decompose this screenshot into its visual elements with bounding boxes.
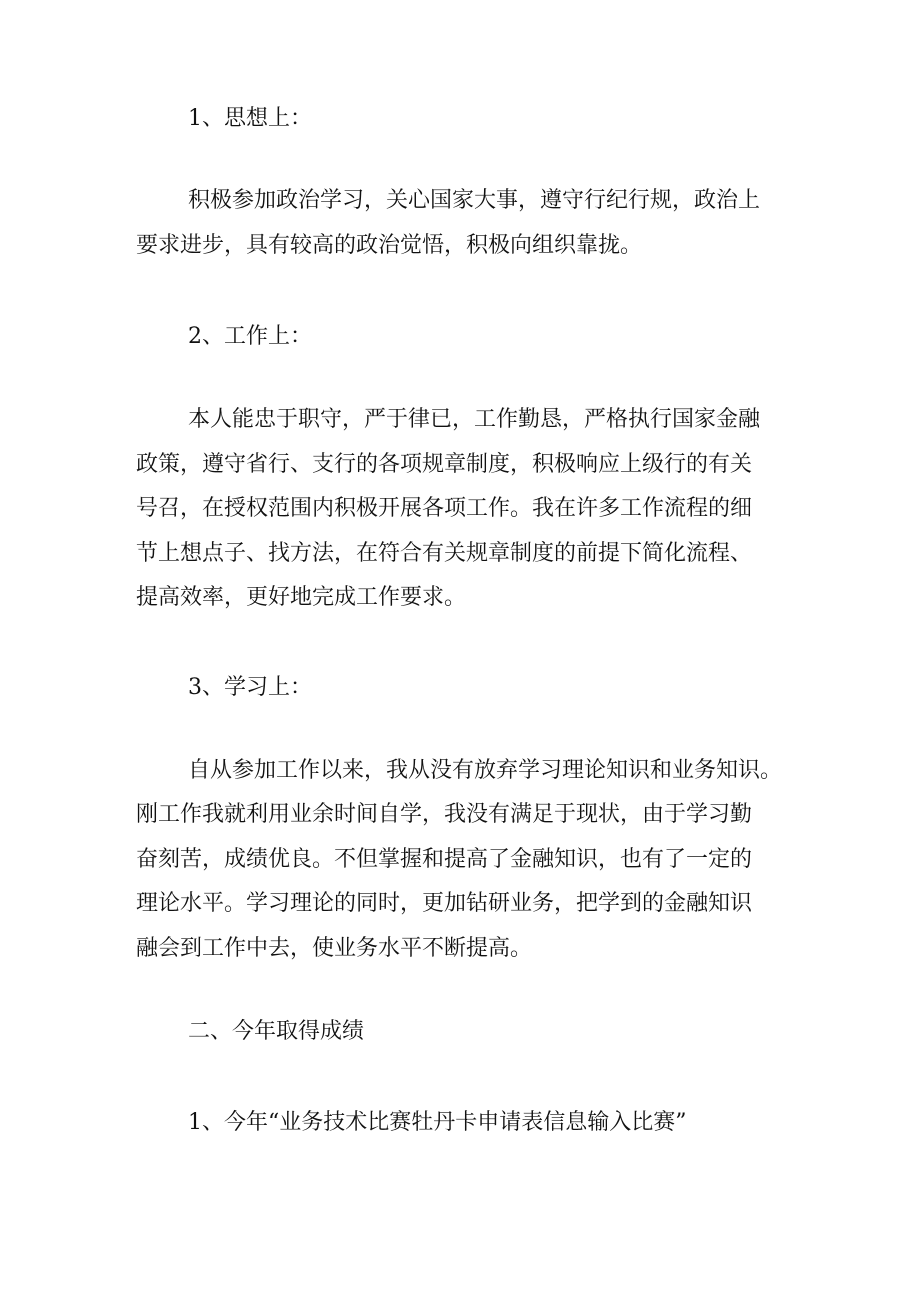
paragraph-line: 积极参加政治学习，关心国家大事，遵守行纪行规，政治上: [188, 188, 761, 213]
section-heading-study: 3、学习上：: [188, 675, 312, 700]
paragraph-line: 奋刻苦，成绩优良。不但掌握和提高了金融知识，也有了一定的: [136, 847, 753, 872]
paragraph-line: 号召，在授权范围内积极开展各项工作。我在许多工作流程的细: [136, 496, 753, 521]
paragraph-line: 理论水平。学习理论的同时，更加钻研业务，把学到的金融知识: [136, 891, 753, 916]
achievement-item: 1、今年“业务技术比赛牡丹卡申请表信息输入比赛”: [188, 1110, 687, 1135]
paragraph-line: 本人能忠于职守，严于律已，工作勤恳，严格执行国家金融: [188, 407, 761, 432]
paragraph-line: 融会到工作中去，使业务水平不断提高。: [136, 936, 533, 961]
paragraph-line: 政策，遵守省行、支行的各项规章制度，积极响应上级行的有关: [136, 452, 753, 477]
paragraph-line: 刚工作我就利用业余时间自学，我没有满足于现状，由于学习勤: [136, 802, 753, 827]
section-heading-work: 2、工作上：: [188, 324, 312, 349]
achievements-heading: 二、今年取得成绩: [188, 1019, 365, 1044]
paragraph-line: 提高效率，更好地完成工作要求。: [136, 585, 467, 610]
paragraph-line: 自从参加工作以来，我从没有放弃学习理论知识和业务知识。: [188, 758, 783, 783]
paragraph-line: 要求进步，具有较高的政治觉悟，积极向组织靠拢。: [136, 233, 643, 258]
section-heading-thought: 1、思想上：: [188, 106, 312, 131]
paragraph-line: 节上想点子、找方法，在符合有关规章制度的前提下简化流程、: [136, 541, 753, 566]
